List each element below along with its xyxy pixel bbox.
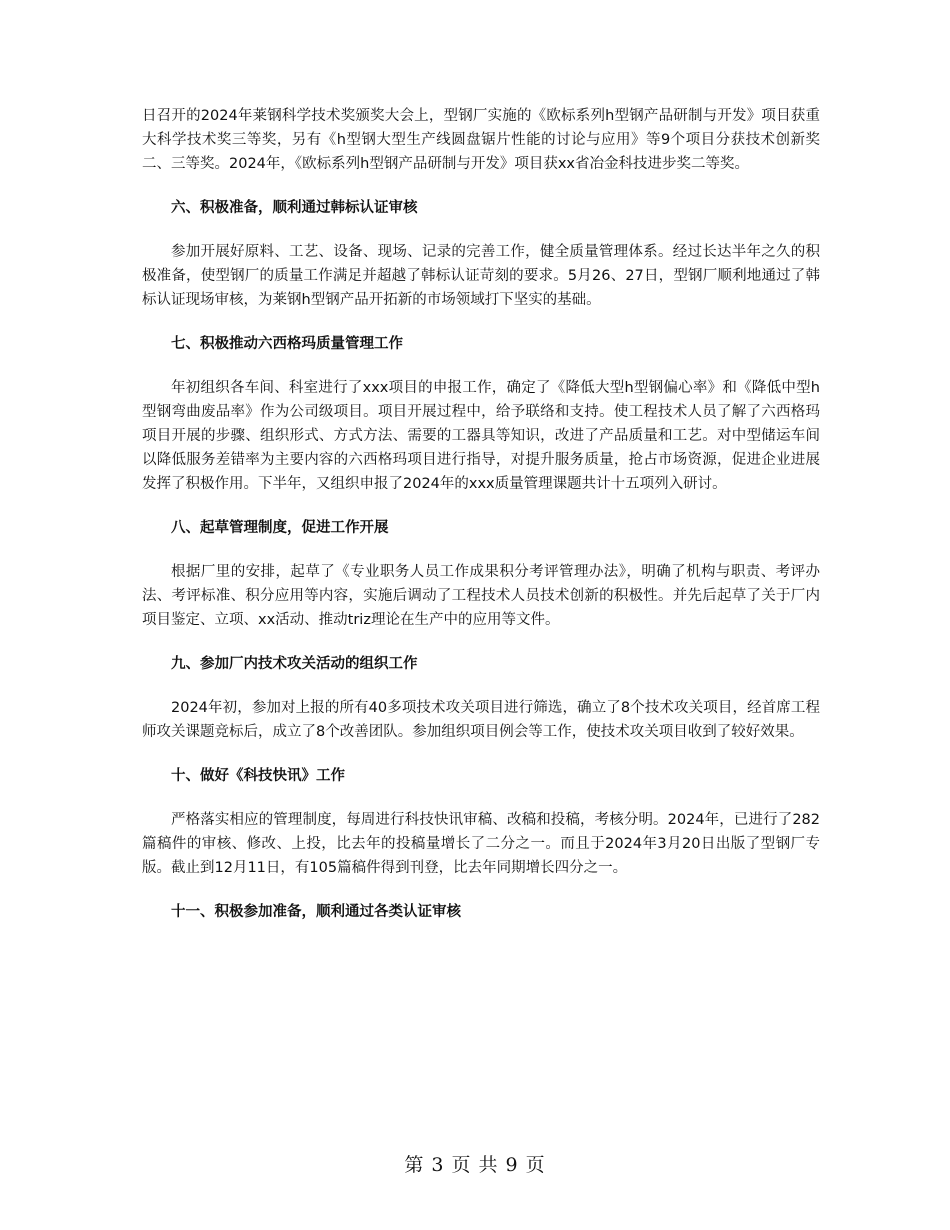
heading-six-sigma: 七、积极推动六西格玛质量管理工作 bbox=[171, 336, 403, 352]
paragraph-management-system: 根据厂里的安排，起草了《专业职务人员工作成果积分考评管理办法》，明确了机构与职责、考评办法、考评标准、积分应用等内容，实施后调动了工程技术人员技术创新的积极性。并先后起草了关于厂内项目鉴定、立项、xx活动、推动triz理论在生产中的应用等文件。 bbox=[142, 564, 820, 628]
paragraph-tech-breakthrough: 2024年初，参加对上报的所有40多项技术攻关项目进行筛选，确立了8个技术攻关项目，经首席工程师攻关课题竞标后，成立了8个改善团队。参加组织项目例会等工作，使技术攻关项目收到了较好效果。 bbox=[142, 700, 820, 740]
heading-certification-audits: 十一、积极参加准备，顺利通过各类认证审核 bbox=[171, 904, 461, 920]
document-body bbox=[142, 104, 820, 944]
heading-korean-certification: 六、积极准备，顺利通过韩标认证审核 bbox=[171, 200, 418, 216]
paragraph-six-sigma: 年初组织各车间、科室进行了xxx项目的申报工作，确定了《降低大型h型钢偏心率》和《降低中型h型钢弯曲废品率》作为公司级项目。项目开展过程中，给予联络和支持。使工程技术人员了解了六西格玛项目开展的步骤、组织形式、方式方法、需要的工器具等知识，改进了产品质量和工艺。对中型储运车间以降低服务差错率为主要内容的六西格玛项目进行指导，对提升服务质量，抢占市场资源，促进企业进展发挥了积极作用。下半年，又组织申报了2024年的xxx质量管理课题共计十五项列入研讨。 bbox=[142, 380, 820, 492]
paragraph-korean-certification: 参加开展好原料、工艺、设备、现场、记录的完善工作，健全质量管理体系。经过长达半年之久的积极准备，使型钢厂的质量工作满足并超越了韩标认证苛刻的要求。5月26、27日，型钢厂顺利地通过了韩标认证现场审核，为莱钢h型钢产品开拓新的市场领域打下坚实的基础。 bbox=[142, 244, 820, 308]
heading-tech-breakthrough: 九、参加厂内技术攻关活动的组织工作 bbox=[171, 656, 418, 672]
paragraph-award-results: 日召开的2024年莱钢科学技术奖颁奖大会上，型钢厂实施的《欧标系列h型钢产品研制与开发》项目获重大科学技术奖三等奖，另有《h型钢大型生产线圆盘锯片性能的讨论与应用》等9个项目分获技术创新奖二、三等奖。2024年，《欧标系列h型钢产品研制与开发》项目获xx省冶金科技进步奖二等奖。 bbox=[142, 108, 820, 172]
heading-tech-bulletin: 十、做好《科技快讯》工作 bbox=[171, 768, 345, 784]
page-number-footer: 第 3 页 共 9 页 bbox=[404, 1154, 546, 1176]
heading-management-system: 八、起草管理制度，促进工作开展 bbox=[171, 520, 389, 536]
paragraph-tech-bulletin: 严格落实相应的管理制度，每周进行科技快讯审稿、改稿和投稿，考核分明。2024年，已进行了282篇稿件的审核、修改、上投，比去年的投稿量增长了二分之一。而且于2024年3月20日出版了型钢厂专版。截止到12月11日，有105篇稿件得到刊登，比去年同期增长四分之一。 bbox=[142, 812, 820, 876]
